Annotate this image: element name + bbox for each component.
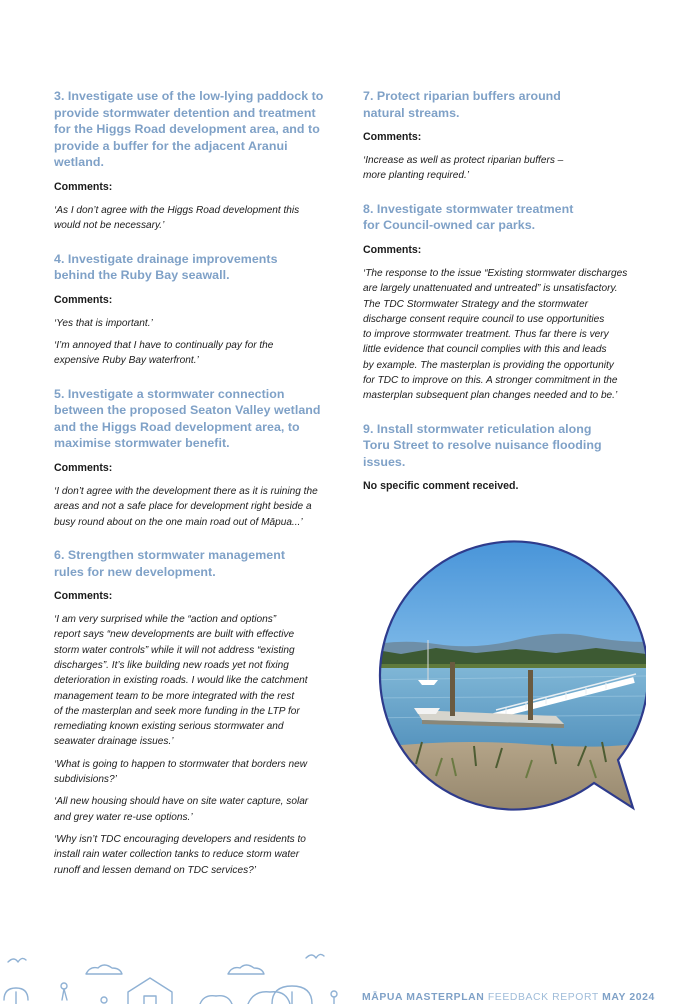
comment-quote: ‘I am very surprised while the “action and options” report says “new developments are built with effective storm water controls” while it will not address “existing discharges”. It’s like building new roads yet not fixing deterioration in existing roads. I would like the catchment management team to be more integrated with the rest of the masterplan and seek more funding in the LTP for remediating known existing serious stormwater and seawater drainage issues.’ xyxy=(54,614,308,748)
section-6 xyxy=(54,547,332,878)
comments-label: Comments: xyxy=(363,243,422,256)
comments-label: Comments: xyxy=(54,462,113,475)
footer-date: MAY 2024 xyxy=(602,992,655,1003)
section-7 xyxy=(363,88,639,184)
section-4 xyxy=(54,251,332,369)
section-4-heading: 4. Investigate drainage improvements behind the Ruby Bay seawall. xyxy=(54,251,278,283)
comment-quote: ‘All new housing should have on site water capture, solar and grey water re-use options.’ xyxy=(54,796,309,823)
section-5 xyxy=(54,386,332,530)
footer-masterplan: MĀPUA MASTERPLAN xyxy=(362,992,485,1003)
section-9-heading: 9. Install stormwater reticulation along Toru Street to resolve nuisance flooding issues. xyxy=(363,421,602,469)
section-3-heading: 3. Investigate use of the low-lying paddock to provide stormwater detention and treatment for the Higgs Road development area, and to provide a buffer for the adjacent Aranui wetland. xyxy=(54,89,324,170)
section-7-heading: 7. Protect riparian buffers around natural streams. xyxy=(363,89,561,120)
section-6-heading: 6. Strengthen stormwater management rules for new development. xyxy=(54,547,286,579)
no-comment-note: No specific comment received. xyxy=(363,480,519,493)
comments-label: Comments: xyxy=(54,590,113,603)
footer xyxy=(0,944,689,1004)
speech-bubble-photo-frame xyxy=(356,520,646,830)
comment-quote: ‘I’m annoyed that I have to continually pay for the expensive Ruby Bay waterfront.’ xyxy=(54,340,274,367)
line-art-village-illustration xyxy=(0,948,350,1004)
section-8 xyxy=(363,201,639,404)
comments-label: Comments: xyxy=(54,293,113,306)
comments-label: Comments: xyxy=(54,180,113,193)
section-9 xyxy=(363,421,639,494)
comment-quote: ‘I don’t agree with the development there as it is ruining the areas and not a safe place for development right beside a busy round about on the one main road out of Māpua...’ xyxy=(54,486,318,528)
footer-feedback-report: FEEDBACK REPORT xyxy=(484,992,603,1003)
footer-report-title xyxy=(362,992,655,1004)
comment-quote: ‘Yes that is important.’ xyxy=(54,317,153,329)
comment-quote: ‘As I don’t agree with the Higgs Road development this would not be necessary.’ xyxy=(54,204,300,232)
comment-quote: ‘The response to the issue “Existing stormwater discharges are largely unattenuated and untreated” is unsatisfactory. The TDC Stormwater Strategy and the stormwater discharge consent require council to use opportunities to improve stormwater treatment. Thus far there is very little evidence that council complies with this and leads by example. The masterplan is providing the opportunity for TDC to improve on this. A stronger commitment in the masterplan subsequent plan changes needed and to be.’ xyxy=(363,267,628,402)
left-column xyxy=(54,88,332,895)
wharf-photo xyxy=(356,520,646,830)
comment-quote: ‘Increase as well as protect riparian buffers – more planting required.’ xyxy=(363,155,564,182)
comment-quote: ‘What is going to happen to stormwater that borders new subdivisions?’ xyxy=(54,758,308,786)
right-column xyxy=(363,88,639,510)
comment-quote: ‘Why isn’t TDC encouraging developers and residents to install rain water collection tanks to reduce storm water runoff and lessen demand on TDC services?’ xyxy=(54,833,306,876)
section-5-heading: 5. Investigate a stormwater connection between the proposed Seaton Valley wetland and the Higgs Road development area, to maximise stormwater benefit. xyxy=(54,386,321,451)
comments-label: Comments: xyxy=(363,131,422,144)
section-8-heading: 8. Investigate stormwater treatment for Council-owned car parks. xyxy=(363,201,574,233)
section-3 xyxy=(54,88,332,234)
